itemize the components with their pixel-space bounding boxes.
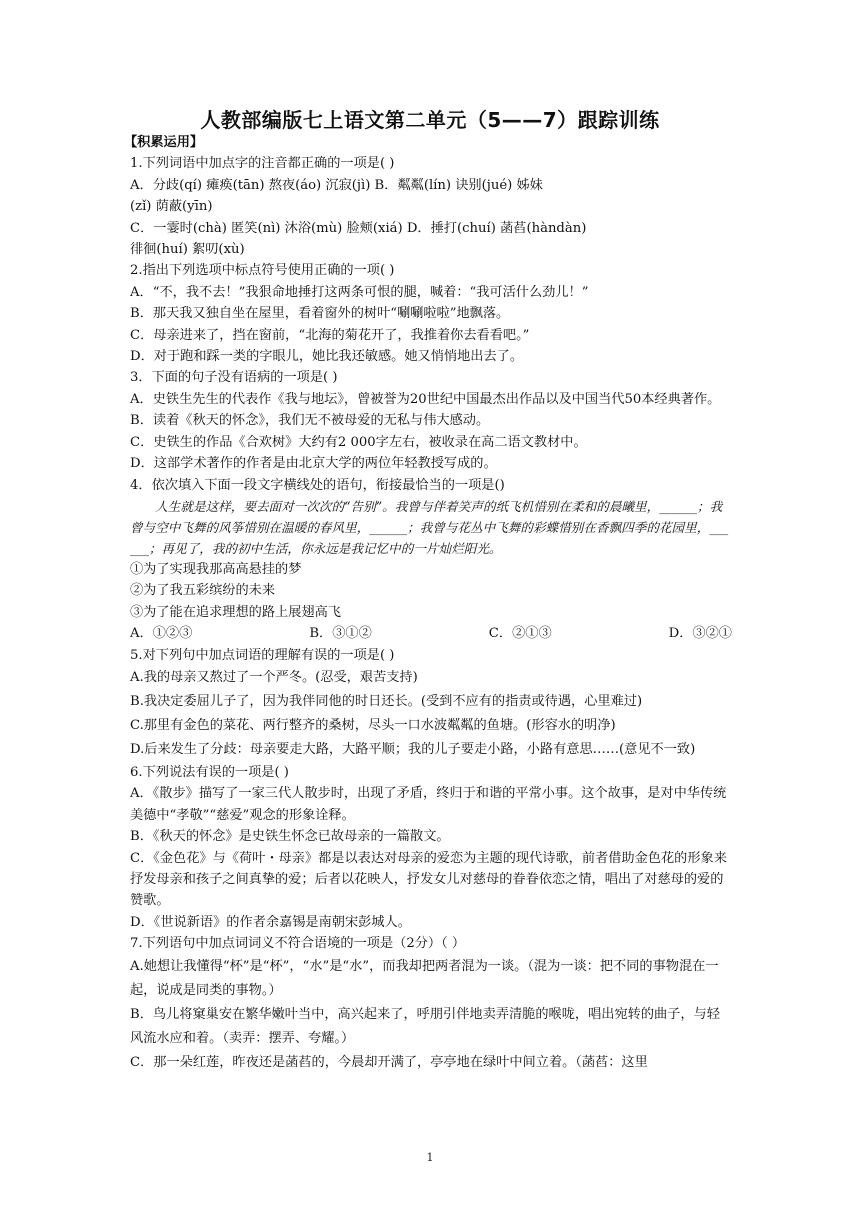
question-6-option: C．《金色花》与《荷叶・母亲》都是以表达对母亲的爱恋为主题的现代诗歌，前者借助金色花的形象来抒发母亲和孩子之间真挚的爱；后者以花映人，抒发女儿对慈母的眷眷依恋之情，唱出了对慈母的爱的赞歌。 xyxy=(130,850,727,909)
question-2-option: C．母亲进来了，挡在窗前，“北海的菊花开了，我推着你去看看吧。” xyxy=(130,327,530,343)
choice-d: D．③②① xyxy=(668,626,732,642)
choice-b: B．③①② xyxy=(309,626,372,642)
question-1-option: C．一霎时(chà) 匿笑(nì) 沐浴(mù) 脸颊(xiá) D．捶打(chuí) 菡萏(hàndàn) xyxy=(130,220,587,236)
question-3-option: B．读着《秋天的怀念》，我们无不被母爱的无私与伟大感动。 xyxy=(130,413,490,429)
question-4-item: ②为了我五彩缤纷的未来 xyxy=(130,583,276,599)
question-3-option: C．史铁生的作品《合欢树》大约有2 000字左右，被收录在高二语文教材中。 xyxy=(130,434,587,450)
question-4-passage: 人生就是这样，要去面对一次次的“告别”。我曾与伴着笑声的纸飞机惜别在柔和的晨曦里，______；我曾与空中飞舞的风筝惜别在温暖的春风里，______；我曾与花丛中飞舞的彩蝶惜别在香飘四季的花园里，______；再见了，我的初中生活，你永远是我记忆中的一片灿烂阳光。 xyxy=(130,498,729,556)
question-4-stem: 4．依次填入下面一段文字横线处的语句，衔接最恰当的一项是() xyxy=(130,477,505,493)
question-7-option: A.她想让我懂得“杯”是“杯”，“水”是“水”，而我却把两者混为一谈。（混为一谈：把不同的事物混在一起，说成是同类的事物。） xyxy=(130,958,719,998)
question-6-option: B．《秋天的怀念》是史铁生怀念已故母亲的一篇散文。 xyxy=(130,829,450,845)
question-2-option: B．那天我又独自坐在屋里，看着窗外的树叶“唰唰啦啦”地飘落。 xyxy=(130,306,510,322)
question-7-option: B．鸟儿将窠巢安在繁华嫩叶当中，高兴起来了，呼朋引伴地卖弄清脆的喉咙，唱出宛转的曲子，与轻风流水应和着。（卖弄：摆弄、夸耀。） xyxy=(130,1006,720,1046)
question-6-option: D．《世说新语》的作者余嘉锡是南朝宋彭城人。 xyxy=(130,914,411,930)
question-5-stem: 5.对下列句中加点词语的理解有误的一项是( ) xyxy=(130,647,395,663)
question-5-option: D.后来发生了分歧：母亲要走大路，大路平顺；我的儿子要走小路，小路有意思……(意见不一致) xyxy=(130,741,696,757)
choice-a: A．①②③ xyxy=(130,626,193,642)
question-6-option: A．《散步》描写了一家三代人散步时，出现了矛盾，终归于和谐的平常小事。这个故事，是对中华传统美德中“孝敬”“慈爱”观念的形象诠释。 xyxy=(130,786,727,823)
question-2-option: D．对于跑和踩一类的字眼儿，她比我还敏感。她又悄悄地出去了。 xyxy=(130,349,524,365)
question-7-stem: 7.下列语句中加点词词义不符合语境的一项是（2分）（ ） xyxy=(130,936,466,952)
question-1-option: A．分歧(qí) 瘫痪(tān) 熬夜(áo) 沉寂(jì) B．粼粼(lín) 诀别(jué) 姊妹 xyxy=(130,177,543,193)
question-2-option: A．“不，我不去！”我狠命地捶打这两条可恨的腿，喊着：“我可活什么劲儿！” xyxy=(130,284,589,300)
question-3-option: A．史铁生先生的代表作《我与地坛》，曾被誉为20世纪中国最杰出作品以及中国当代50本经典著作。 xyxy=(130,391,721,407)
question-3-option: D．这部学术著作的作者是由北京大学的两位年轻教授写成的。 xyxy=(130,456,497,472)
section-heading: 【积累运用】 xyxy=(124,135,204,150)
question-5-option: C.那里有金色的菜花、两行整齐的桑树，尽头一口水波粼粼的鱼塘。(形容水的明净) xyxy=(130,717,616,733)
question-1-option: (zǐ) 荫蔽(yīn) xyxy=(130,199,213,215)
question-7-option: C．那一朵红莲，昨夜还是菡萏的，今晨却开满了，亭亭地在绿叶中间立着。（菡萏：这里 xyxy=(130,1054,648,1070)
question-1-option: 徘徊(huí) 絮叨(xù) xyxy=(130,242,245,258)
question-5-option: B.我决定委屈儿子了，因为我伴同他的时日还长。(受到不应有的指责或待遇，心里难过) xyxy=(130,693,643,709)
question-3-stem: 3．下面的句子没有语病的一项是( ) xyxy=(130,370,338,386)
question-2-stem: 2.指出下列选项中标点符号使用正确的一项( ) xyxy=(130,263,395,279)
question-4-item: ①为了实现我那高高悬挂的梦 xyxy=(130,561,302,577)
document-body xyxy=(124,132,732,1075)
question-1-stem: 1.下列词语中加点字的注音都正确的一项是( ) xyxy=(130,156,395,172)
question-4-choices xyxy=(130,623,732,644)
page-number: 1 xyxy=(426,1151,434,1164)
question-4-item: ③为了能在追求理想的路上展翅高飞 xyxy=(130,604,341,620)
question-5-option: A.我的母亲又熬过了一个严冬。(忍受，艰苦支持) xyxy=(130,669,418,685)
choice-c: C．②①③ xyxy=(488,626,552,642)
page-title: 人教部编版七上语文第二单元（5——7）跟踪训练 xyxy=(200,108,660,132)
question-6-stem: 6.下列说法有误的一项是( ) xyxy=(130,764,289,780)
